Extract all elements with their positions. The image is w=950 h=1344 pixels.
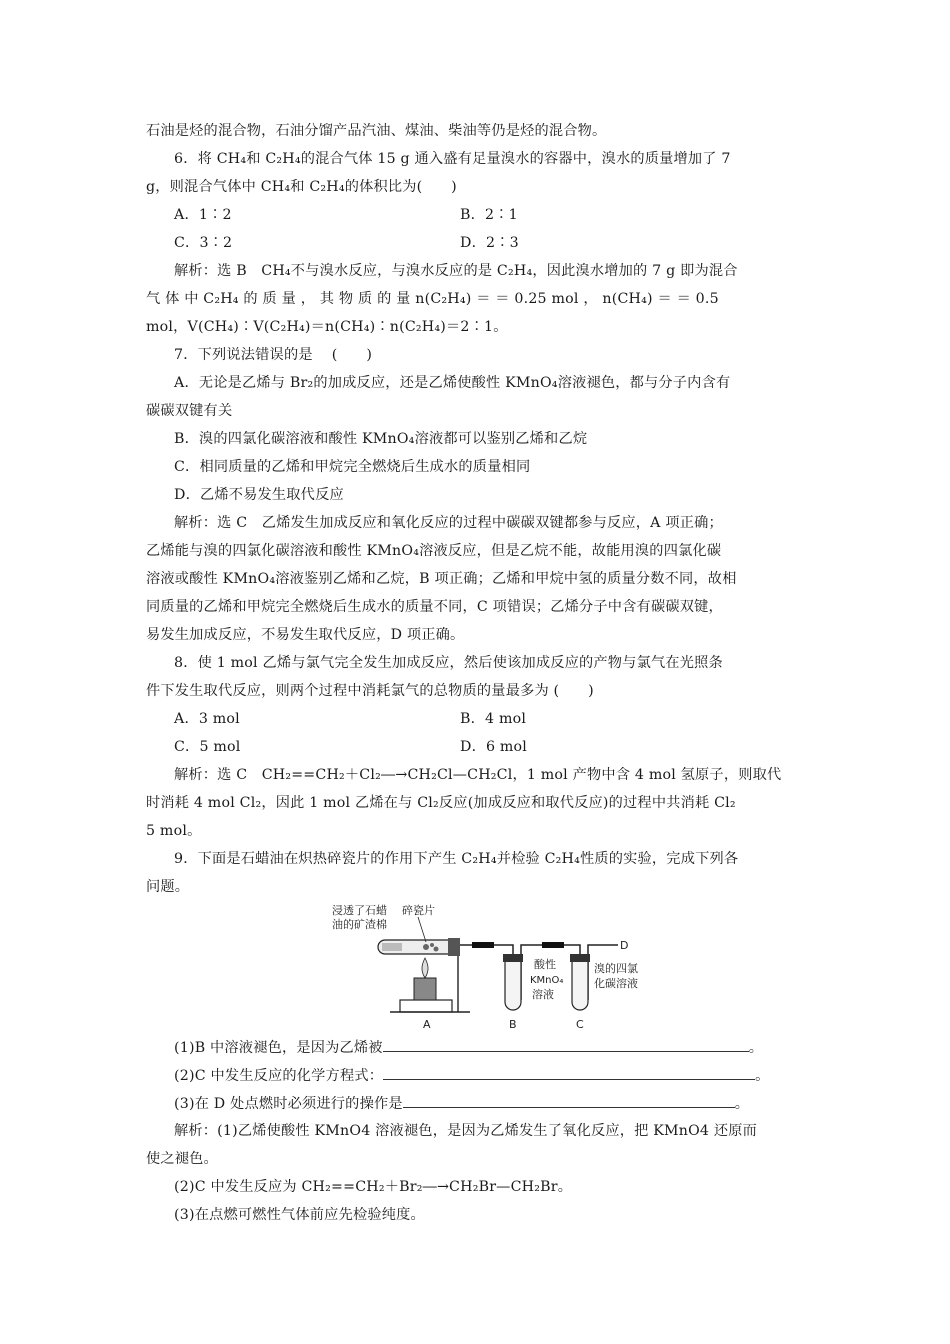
flame-icon [422, 958, 428, 978]
lamp-block [414, 978, 436, 1000]
question-8-stem: 8．使 1 mol 乙烯与氯气完全发生加成反应，然后使该加成反应的产物与氯气在光照条 [174, 655, 723, 671]
rubber-tube-1 [472, 942, 494, 948]
q7-analysis-cont: 同质量的乙烯和甲烷完全燃烧后生成水的质量不同，C 项错误；乙烯分子中含有碳碳双键， [146, 599, 723, 615]
q8-analysis-cont: 时消耗 4 mol Cl₂，因此 1 mol 乙烯在与 Cl₂反应(加成反应和取代反应)的过程中共消耗 Cl₂ [146, 795, 736, 811]
label-acid: 溶液 [532, 988, 554, 1001]
apparatus-diagram [330, 900, 640, 1035]
stopper-c [570, 954, 590, 962]
answer-blank-3[interactable] [403, 1093, 735, 1108]
q6-option-b: B．2∶1 [460, 207, 518, 223]
rubber-tube-2 [542, 942, 564, 948]
punct: 。 [734, 1096, 750, 1112]
label-bromine: 化碳溶液 [594, 977, 638, 990]
stand-base [400, 1000, 452, 1012]
question-6-stem: 6．将 CH₄和 C₂H₄的混合气体 15 g 通入盛有足量溴水的容器中，溴水的质量增加了 7 [174, 151, 731, 167]
stopper-b [503, 954, 523, 962]
q9-analysis-3: (3)在点燃可燃性气体前应先检验纯度。 [174, 1207, 425, 1223]
question-7-stem: 7．下列说法错误的是 ( ) [174, 347, 373, 363]
text-line: 石油是烃的混合物，石油分馏产品汽油、煤油、柴油等仍是烃的混合物。 [146, 123, 607, 139]
question-6-stem-cont: g，则混合气体中 CH₄和 C₂H₄的体积比为( ) [146, 179, 457, 195]
q9-analysis-2: (2)C 中发生反应为 CH₂==CH₂＋Br₂―→CH₂Br—CH₂Br。 [174, 1179, 573, 1195]
q7-option-a-cont: 碳碳双键有关 [146, 403, 233, 419]
q6-analysis-end: mol，V(CH₄)∶V(C₂H₄)＝n(CH₄)∶n(C₂H₄)＝2∶1。 [146, 319, 508, 335]
q7-analysis: 解析：选 C 乙烯发生加成反应和氧化反应的过程中碳碳双键都参与反应，A 项正确； [174, 515, 723, 531]
q8-analysis: 解析：选 C CH₂==CH₂＋Cl₂―→CH₂Cl—CH₂Cl，1 mol 产物中含 4 mol 氢原子，则取代 [174, 767, 782, 783]
q8-option-c: C．5 mol [174, 739, 241, 755]
q6-option-c: C．3∶2 [174, 235, 233, 251]
q6-option-a: A．1∶2 [174, 207, 232, 223]
q6-option-d: D．2∶3 [460, 235, 519, 251]
question-9-stem: 9．下面是石蜡油在炽热碎瓷片的作用下产生 C₂H₄并检验 C₂H₄性质的实验，完成下列各 [174, 851, 739, 867]
q9-sub-1-text: (1)B 中溶液褪色，是因为乙烯被 [174, 1040, 383, 1056]
clamp [448, 938, 460, 956]
label-c: C [576, 1018, 584, 1031]
answer-blank-1[interactable] [383, 1037, 749, 1052]
q9-analysis-cont: 使之褪色。 [146, 1151, 218, 1167]
q9-sub-3-text: (3)在 D 处点燃时必须进行的操作是 [174, 1096, 403, 1112]
label-bromine: 溴的四氯 [594, 962, 638, 975]
q8-option-a: A．3 mol [174, 711, 240, 727]
q8-option-d: D．6 mol [460, 739, 528, 755]
question-9-stem-cont: 问题。 [146, 879, 190, 895]
q7-option-b: B．溴的四氯化碳溶液和酸性 KMnO₄溶液都可以鉴别乙烯和乙烷 [174, 431, 588, 447]
q9-sub-3 [174, 1093, 749, 1114]
punct: 。 [755, 1068, 770, 1084]
label-acid: KMnO₄ [530, 975, 564, 986]
label-a: A [423, 1018, 431, 1031]
q8-option-b: B．4 mol [460, 711, 527, 727]
q7-analysis-cont: 乙烯能与溴的四氯化碳溶液和酸性 KMnO₄溶液反应，但是乙烷不能，故能用溴的四氯化碳 [146, 543, 722, 559]
q7-analysis-cont: 溶液或酸性 KMnO₄溶液鉴别乙烯和乙烷，B 项正确；乙烯和甲烷中氢的质量分数不同，故相 [146, 571, 737, 587]
label-shards: 碎瓷片 [402, 904, 435, 917]
q9-sub-2-text: (2)C 中发生反应的化学方程式： [174, 1068, 384, 1084]
test-tube-c [572, 955, 588, 1010]
question-8-stem-cont: 件下发生取代反应，则两个过程中消耗氯气的总物质的量最多为 ( ) [146, 683, 594, 699]
q7-analysis-end: 易发生加成反应，不易发生取代反应，D 项正确。 [146, 627, 465, 643]
q6-analysis-cont: 气 体 中 C₂H₄ 的 质 量 ， 其 物 质 的 量 n(C₂H₄) ＝ ＝ 0.25 mol ， n(CH₄) ＝ ＝ 0.5 [146, 291, 719, 307]
punct: 。 [748, 1040, 764, 1056]
q9-sub-1 [174, 1037, 763, 1058]
q7-option-c: C．相同质量的乙烯和甲烷完全燃烧后生成水的质量相同 [174, 459, 531, 475]
q8-analysis-end: 5 mol。 [146, 823, 202, 839]
test-tube-b [505, 955, 521, 1010]
mineral-wool [382, 943, 402, 951]
answer-blank-2[interactable] [383, 1065, 755, 1080]
label-soaked: 浸透了石蜡 [332, 904, 387, 917]
q7-option-a: A．无论是乙烯与 Br₂的加成反应，还是乙烯使酸性 KMnO₄溶液褪色，都与分子内含有 [174, 375, 731, 391]
label-d: D [620, 939, 629, 952]
q9-sub-2 [174, 1065, 770, 1086]
q6-analysis: 解析：选 B CH₄不与溴水反应，与溴水反应的是 C₂H₄，因此溴水增加的 7 g 即为混合 [174, 263, 738, 279]
label-soaked: 油的矿渣棉 [332, 918, 387, 931]
label-acid: 酸性 [534, 958, 556, 971]
label-b: B [509, 1018, 517, 1031]
q7-option-d: D．乙烯不易发生取代反应 [174, 487, 344, 503]
q9-analysis: 解析：(1)乙烯使酸性 KMnO4 溶液褪色，是因为乙烯发生了氧化反应，把 KMnO4 还原而 [174, 1123, 758, 1139]
